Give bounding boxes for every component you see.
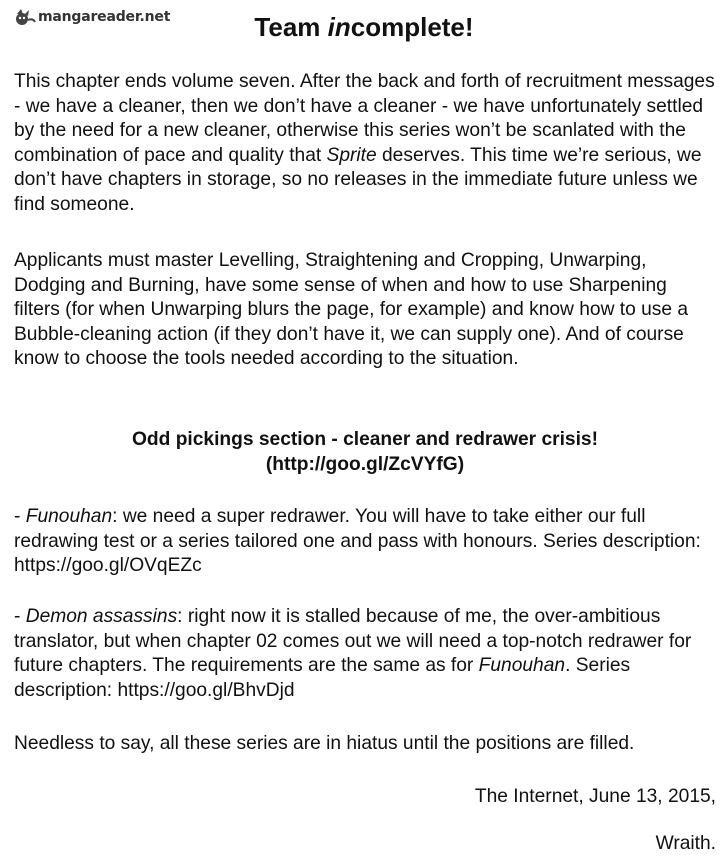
list-item-demon-assassins bbox=[14, 605, 716, 703]
section-heading-text: Odd pickings section - cleaner and redrawer crisis! bbox=[132, 429, 598, 450]
list-item-text-a: : right now it is stalled because of me, the over-ambitious translator, but when chapter 02 comes out we will need a top-notch redrawer for future chapters. The requirements are the same as for bbox=[14, 606, 692, 676]
list-dash: - bbox=[14, 506, 26, 527]
closing-line: Needless to say, all these series are in hiatus until the positions are filled. bbox=[14, 733, 635, 754]
title-prefix: Team bbox=[254, 12, 328, 42]
intro-text-a: This chapter ends volume seven. After the back and forth of recruitment messages - we have a cleaner, then we don’t have a cleaner - we have unfortunately settled by the need for a new cleaner, otherwise this series won’t be scanlated with the combination of pace and quality that bbox=[14, 71, 715, 166]
list-dash: - bbox=[14, 606, 26, 627]
section-heading bbox=[14, 428, 716, 477]
series-name-funouhan: Funouhan bbox=[25, 506, 113, 527]
page-title bbox=[0, 12, 728, 43]
watermark-text: mangareader.net bbox=[38, 9, 171, 25]
title-emphasis: in bbox=[327, 12, 351, 42]
list-item-funouhan bbox=[14, 505, 716, 579]
intro-text-b: deserves. This time we’re serious, we don’t have chapters in storage, so no releases in the immediate future unless we find someone. bbox=[14, 144, 702, 215]
intro-paragraph bbox=[14, 70, 716, 217]
requirements-paragraph: Applicants must master Levelling, Straightening and Cropping, Unwarping, Dodging and Burning, have some sense of when and how to use Sharpening filters (for when Unwarping blurs the page, for example) and know how to use a Bubble-cleaning action (if they don’t have it, we can supply one). And of course know to choose the tools needed according to the situation. bbox=[14, 250, 689, 369]
dateline: The Internet, June 13, 2015, bbox=[474, 786, 716, 807]
series-name-sprite: Sprite bbox=[326, 144, 377, 166]
series-name-demon-assassins: Demon assassins bbox=[25, 606, 178, 627]
list-item-text-b: . Series description: https://goo.gl/BhvDjd bbox=[14, 655, 631, 701]
section-link: (http://goo.gl/ZcVYfG) bbox=[265, 453, 465, 475]
title-suffix: complete! bbox=[350, 12, 474, 42]
signature: Wraith. bbox=[655, 833, 716, 854]
series-name-funouhan-ref: Funouhan bbox=[478, 655, 566, 676]
list-item-text: : we need a super redrawer. You will have to take either our full redrawing test or a series tailored one and pass with honours. Series description: https://goo.gl/OVqEZc bbox=[14, 506, 701, 576]
